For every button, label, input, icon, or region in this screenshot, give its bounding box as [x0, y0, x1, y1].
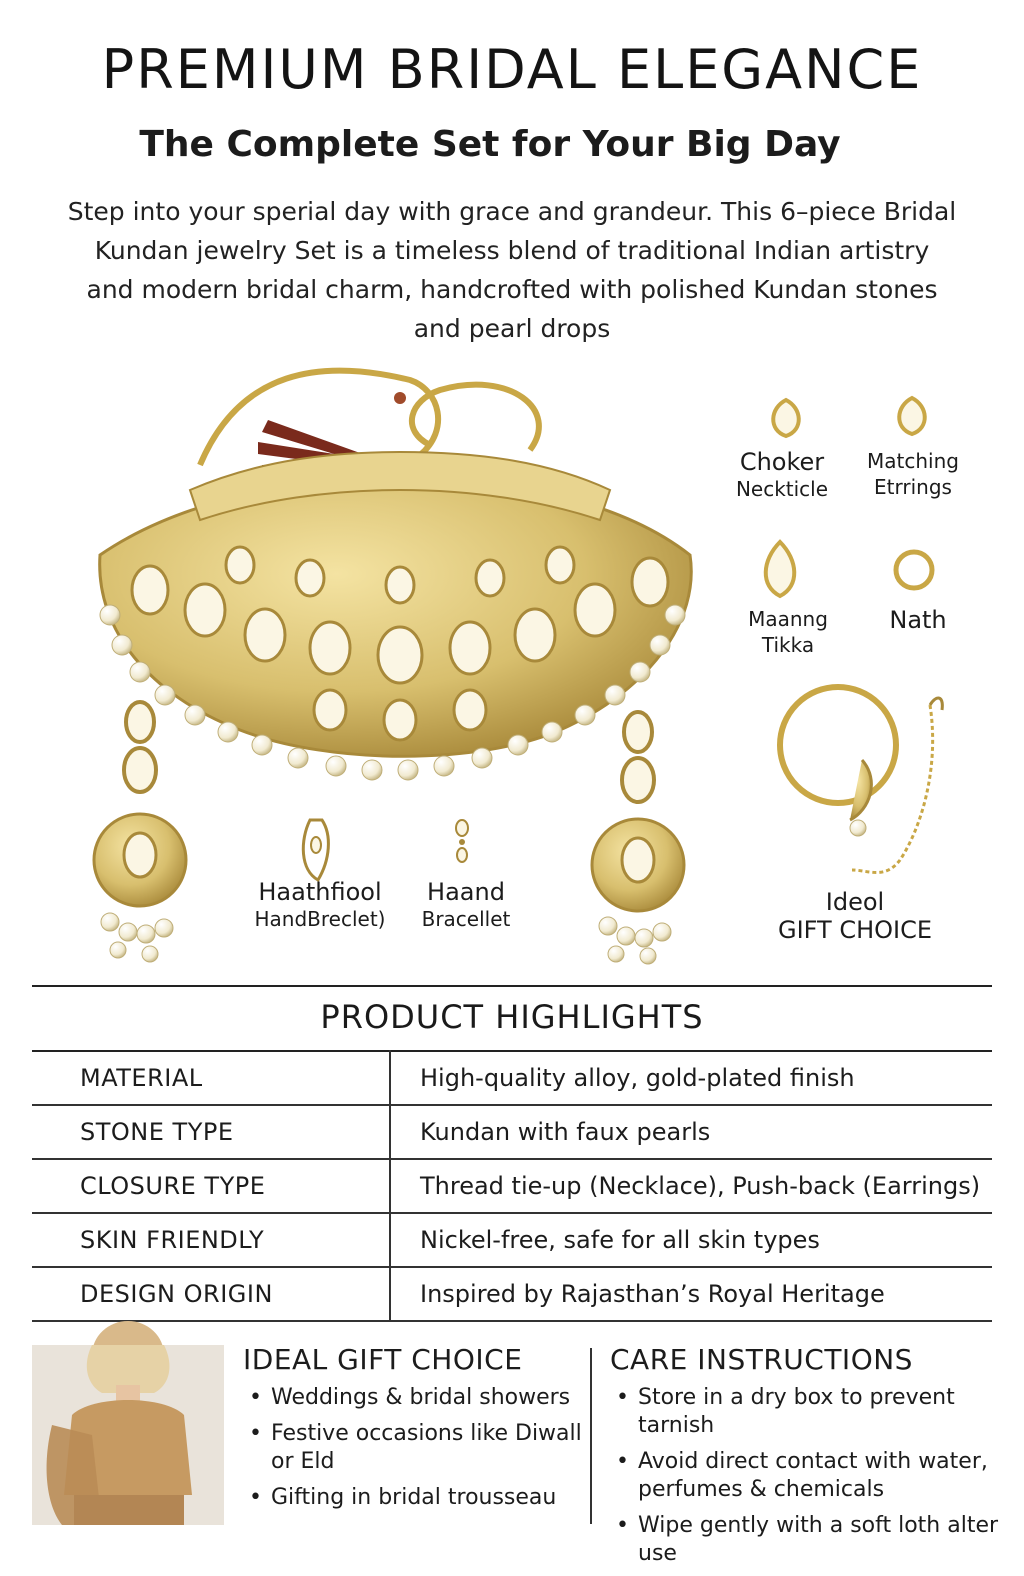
piece-label-earrings — [858, 448, 968, 500]
page-subtitle: The Complete Set for Your Big Day — [139, 124, 841, 165]
highlights-title: PRODUCT HIGHLIGHTS — [320, 998, 704, 1036]
earrings-icon — [899, 398, 925, 434]
row-value: High-quality alloy, gold-plated finish — [420, 1064, 855, 1092]
left-earring — [94, 702, 186, 962]
list-item: • Avoid direct contact with water, perfumes & chemicals — [610, 1448, 1010, 1504]
piece-label-line: Tikka — [761, 633, 815, 657]
piece-label-line: Neckticle — [735, 477, 829, 501]
piece-label-line: Ideol — [825, 888, 885, 916]
piece-label-nath — [868, 606, 968, 634]
intro-line: Kundan jewelry Set is a timeless blend of traditional Indian artistry — [94, 236, 930, 265]
choker-icon — [773, 400, 799, 436]
piece-label-line: Matching — [867, 449, 959, 473]
ring-icon — [896, 552, 932, 588]
table-column-divider — [389, 1050, 391, 1322]
table-bottom-rule — [32, 1320, 992, 1322]
piece-label-line: Maanng — [748, 607, 828, 631]
intro-line: and pearl drops — [413, 314, 611, 343]
intro-paragraph — [40, 192, 984, 348]
row-label: CLOSURE TYPE — [80, 1172, 266, 1200]
gift-title: IDEAL GIFT CHOICE — [243, 1343, 523, 1376]
tikka-icon — [766, 542, 795, 596]
intro-line: Step into your sperial day with grace and grandeur. This 6–piece Bridal — [67, 197, 957, 226]
table-row — [32, 1050, 992, 1104]
nath-with-chain — [780, 687, 942, 873]
section-divider — [32, 985, 992, 987]
piece-label-line: GIFT CHOICE — [777, 916, 933, 944]
gift-list — [243, 1384, 588, 1512]
row-value: Inspired by Rajasthan’s Royal Heritage — [420, 1280, 885, 1308]
table-row — [32, 1104, 992, 1158]
piece-label-line: Nath — [889, 606, 947, 634]
page-title: PREMIUM BRIDAL ELEGANCE — [101, 38, 923, 101]
haathphool-icon — [303, 820, 328, 880]
list-item: • Festive occasions like Diwall or Eld — [243, 1420, 588, 1476]
choker-necklace — [100, 452, 692, 780]
list-item: • Gifting in bridal trousseau — [243, 1484, 588, 1512]
piece-label-line: HandBreclet) — [254, 907, 386, 931]
table-row — [32, 1266, 992, 1320]
row-label: SKIN FRIENDLY — [80, 1226, 265, 1254]
piece-label-line: Choker — [739, 448, 825, 476]
bracelet-icon — [456, 820, 468, 862]
care-list — [610, 1384, 1010, 1568]
piece-label-line: Haathfiool — [258, 878, 382, 906]
necklace-cord — [200, 371, 438, 465]
care-section — [610, 1343, 1010, 1576]
right-earring — [592, 712, 684, 964]
highlights-table — [32, 1050, 992, 1320]
care-title: CARE INSTRUCTIONS — [610, 1343, 913, 1376]
list-item: • Wipe gently with a soft loth alter use — [610, 1512, 1010, 1568]
piece-label-line: Haand — [427, 878, 505, 906]
list-item: • Weddings & bridal showers — [243, 1384, 588, 1412]
table-row — [32, 1158, 992, 1212]
row-label: DESIGN ORIGIN — [80, 1280, 273, 1308]
gift-section — [243, 1343, 588, 1520]
piece-label-hand-bracelet — [406, 878, 526, 932]
row-label: MATERIAL — [80, 1064, 203, 1092]
row-value: Kundan with faux pearls — [420, 1118, 711, 1146]
piece-label-maang-tikka — [728, 606, 848, 658]
intro-line: and modern bridal charm, handcrofted with polished Kundan stones — [86, 275, 938, 304]
column-divider — [590, 1348, 592, 1524]
table-row — [32, 1212, 992, 1266]
list-item: • Store in a dry box to prevent tarnish — [610, 1384, 1010, 1440]
row-label: STONE TYPE — [80, 1118, 234, 1146]
jewelry-showcase — [0, 350, 1024, 980]
piece-label-line: Etrrings — [874, 475, 952, 499]
model-photo — [32, 1345, 224, 1525]
piece-label-gift — [760, 888, 950, 944]
piece-label-haathphool — [240, 878, 400, 932]
row-value: Thread tie-up (Necklace), Push-back (Earrings) — [420, 1172, 981, 1200]
piece-label-choker — [722, 448, 842, 502]
row-value: Nickel-free, safe for all skin types — [420, 1226, 820, 1254]
piece-label-line: Bracellet — [421, 907, 511, 931]
